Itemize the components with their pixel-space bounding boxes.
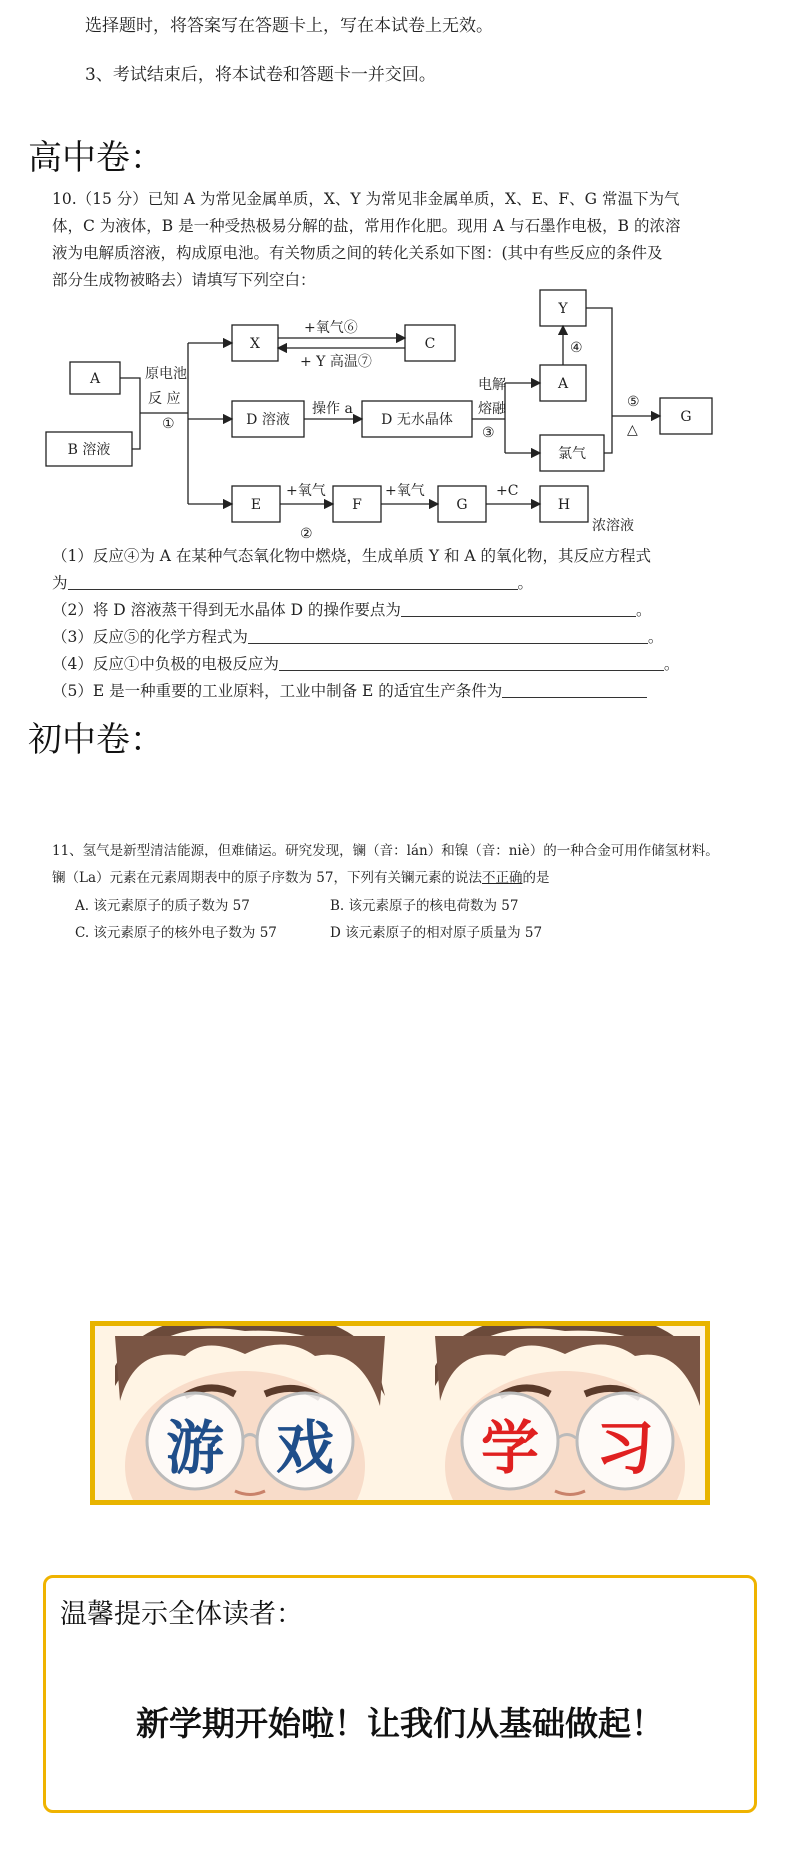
label-a-left: A — [89, 371, 101, 387]
game-learning-banner — [90, 1321, 710, 1505]
high-school-title: 高中卷： — [28, 138, 164, 178]
option-a: A. 该元素原子的质子数为 57 — [75, 898, 250, 914]
answer-blank[interactable] — [279, 654, 664, 671]
question-10-text — [52, 186, 680, 294]
label-plus-c: +C — [496, 483, 519, 499]
notice-title: 温馨提示全体读者： — [60, 1599, 303, 1630]
label-d-solution: D 溶液 — [246, 412, 290, 428]
q10-line: 10.（15 分）已知 A 为常见金属单质，X、Y 为常见非金属单质，X、E、F、G 常温下为气 — [52, 190, 680, 208]
q11-line-1: 11、氢气是新型清洁能源，但难储运。研究发现，镧（音：lán）和镍（音：niè）的一种合金可用作储氢材料。 — [52, 843, 719, 859]
middle-school-title: 初中卷： — [28, 720, 164, 760]
q10-line: 体，C 为液体，B 是一种受热极易分解的盐，常用作化肥。现用 A 与石墨作电极，B 的浓溶 — [52, 217, 681, 235]
label-cond-3: ③ — [482, 425, 495, 441]
label-f: F — [352, 497, 362, 513]
label-h: H — [557, 497, 571, 513]
notice-body: 新学期开始啦！让我们从基础做起！ — [136, 1704, 664, 1743]
q10-line: 部分生成物被略去）请填写下列空白： — [52, 271, 316, 289]
label-c: C — [424, 336, 436, 352]
q10-line: 液为电解质溶液，构成原电池。有关物质之间的转化关系如下图：(其中有些反应的条件及 — [52, 244, 663, 262]
label-d-anhydrous: D 无水晶体 — [381, 412, 453, 428]
sub-question-2: （2）将 D 溶液蒸干得到无水晶体 D 的操作要点为 。 — [52, 601, 652, 619]
label-cond-5: ⑤ — [627, 394, 640, 410]
label-oxygen-f: +氧气 — [385, 483, 425, 499]
label-g-mid: G — [456, 497, 468, 513]
label-cond-2: ② — [300, 526, 313, 540]
reaction-flow-diagram — [0, 280, 800, 540]
question-10-subquestions — [52, 543, 679, 705]
label-b: B 溶液 — [67, 442, 111, 458]
sub-question-5: （5）E 是一种重要的工业原料，工业中制备 E 的适宜生产条件为 — [52, 678, 679, 705]
label-y: Y — [558, 301, 568, 317]
word-game: 戏 — [275, 1414, 334, 1482]
answer-blank[interactable] — [68, 573, 518, 590]
sub-question-3: （3）反应⑤的化学方程式为 。 — [52, 628, 664, 646]
label-op-a: 操作 a — [312, 401, 353, 417]
answer-blank[interactable] — [502, 681, 647, 698]
label-chlorine: 氯气 — [558, 446, 586, 462]
question-11 — [52, 838, 719, 892]
option-d: D 该元素原子的相对原子质量为 57 — [330, 925, 543, 941]
answer-blank[interactable] — [248, 627, 648, 644]
label-y-high-temp: + Y 高温⑦ — [300, 354, 372, 370]
label-e: E — [250, 497, 262, 513]
label-cond-1: ① — [162, 416, 175, 432]
option-b: B. 该元素原子的核电荷数为 57 — [330, 898, 519, 914]
sub-question-1: （1）反应④为 A 在某种气态氧化物中燃烧，生成单质 Y 和 A 的氧化物，其反应方程式 — [52, 547, 652, 565]
option-c: C. 该元素原子的核外电子数为 57 — [75, 925, 277, 941]
sub-question-1-answer: 为 。 — [52, 574, 534, 592]
label-molten: 熔融 — [478, 401, 506, 417]
label-electrolysis: 电解 — [478, 377, 506, 393]
sub-question-4: （4）反应①中负极的电极反应为 。 — [52, 655, 680, 673]
label-cond-4: ④ — [570, 340, 583, 356]
label-oxygen-6: +氧气⑥ — [304, 320, 358, 336]
label-delta: △ — [627, 422, 638, 438]
instruction-line-2: 3、考试结束后，将本试卷和答题卡一并交回。 — [85, 65, 436, 85]
label-react: 反 应 — [148, 391, 181, 407]
word-practice: 习 — [595, 1414, 654, 1482]
word-study: 学 — [480, 1414, 539, 1482]
label-g-right: G — [680, 409, 692, 425]
q11-line-2: 镧（La）元素在元素周期表中的原子序数为 57，下列有关镧元素的说法不正确的是 — [52, 870, 550, 886]
label-oxygen-2: +氧气 — [286, 483, 326, 499]
label-a-right: A — [557, 376, 569, 392]
label-battery: 原电池 — [145, 366, 187, 382]
reader-notice — [43, 1575, 757, 1813]
instruction-line-1: 选择题时，将答案写在答题卡上，写在本试卷上无效。 — [85, 16, 493, 36]
label-concentrated: 浓溶液 — [592, 518, 634, 534]
label-x: X — [250, 336, 260, 352]
answer-blank[interactable] — [401, 600, 636, 617]
word-play: 游 — [165, 1414, 224, 1482]
